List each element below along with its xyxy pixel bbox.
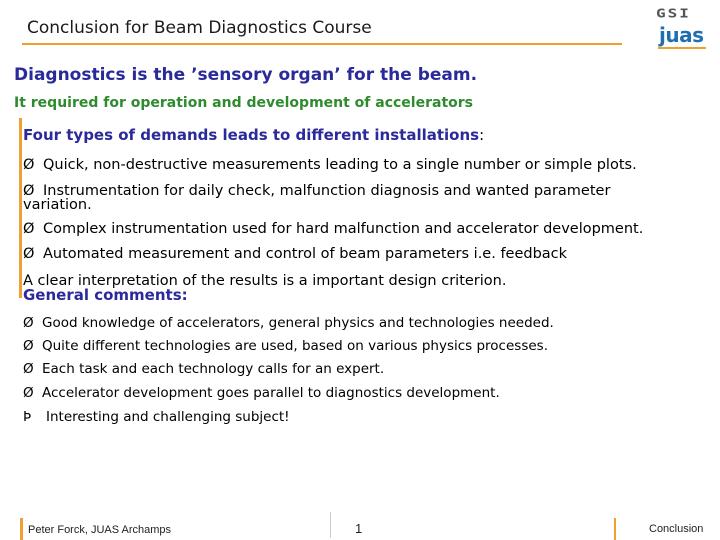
footer-section-label: Conclusion [649,523,704,535]
footer-right-accent [614,518,616,540]
bullet-text: Accelerator development goes parallel to diagnostics development. [42,385,500,401]
bullet-text: Complex instrumentation used for hard malfunction and accelerator development. [43,221,644,237]
arrow-bullet-icon: Ø [23,338,34,354]
arrow-bullet-icon: Ø [23,221,35,237]
header-divider [22,43,622,45]
arrow-bullet-icon: Ø [23,157,35,173]
footer-divider [330,512,331,538]
arrow-bullet-icon: Ø [23,361,34,377]
implies-arrow-icon: Þ [23,409,32,425]
arrow-bullet-icon: Ø [23,385,34,401]
footer-author: Peter Forck, JUAS Archamps [28,524,172,536]
section-heading-demands [23,126,484,144]
bullet-text: Quite different technologies are used, based on various physics processes. [42,338,548,354]
bullet-item [23,158,637,172]
footer-left-accent [20,518,23,540]
bullet-item [23,385,500,401]
arrow-bullet-icon: Ø [23,246,35,262]
bullet-item [23,338,548,354]
bullet-text: Each task and each technology calls for an expert. [42,361,385,377]
bullet-text: Instrumentation for daily check, malfunction diagnosis and wanted parameter variation. [23,183,611,213]
bullet-text: Automated measurement and control of beam parameters i.e. feedback [43,246,568,262]
gsi-juas-logo [652,6,712,50]
arrow-bullet-icon: Ø [23,183,35,199]
bullet-item [23,222,643,236]
section-heading-general: General comments: [23,286,188,304]
conclusion-text: Interesting and challenging subject! [46,409,290,425]
bullet-text: Quick, non-destructive measurements leading to a single number or simple plots. [43,157,637,173]
bullet-item [23,361,384,377]
section-heading-text: Four types of demands leads to different installations [23,126,480,144]
interpretation-note: A clear interpretation of the results is a important design criterion. [23,273,507,289]
left-accent-bar [19,118,22,298]
bullet-item [23,315,554,331]
page-number: 1 [355,521,363,536]
bullet-item [23,247,567,261]
section-heading-colon: : [479,126,485,144]
slide-title: Conclusion for Beam Diagnostics Course [27,18,372,38]
gsi-logo-text: GSI [656,6,691,21]
juas-logo-text: juas [659,23,704,47]
headline: Diagnostics is the ’sensory organ’ for the beam. [14,65,478,85]
subheadline: It required for operation and development of accelerators [14,95,473,111]
bullet-text: Good knowledge of accelerators, general physics and technologies needed. [42,315,554,331]
conclusion-item [23,409,290,425]
bullet-item [23,184,663,212]
arrow-bullet-icon: Ø [23,315,34,331]
logo-underline [658,47,706,49]
